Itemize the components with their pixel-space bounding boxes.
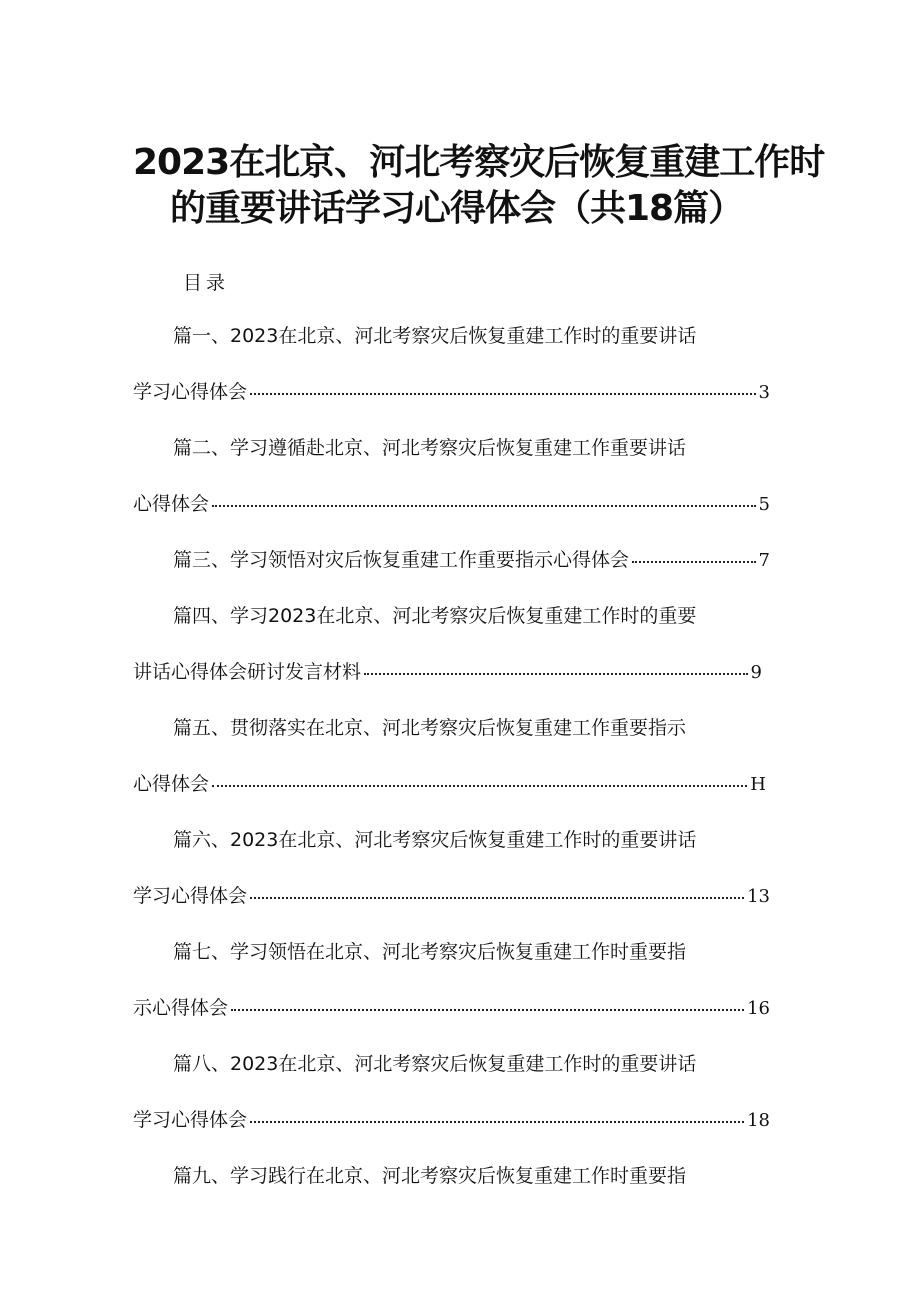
- toc-page-number: 7: [758, 550, 770, 571]
- toc-entry-9-line-1[interactable]: 篇九、学习践行在北京、河北考察灾后恢复重建工作时重要指: [173, 1165, 687, 1187]
- toc-page-number: 16: [747, 998, 770, 1019]
- toc-entry-6-line-2[interactable]: [133, 882, 770, 911]
- toc-page-number: 13: [747, 886, 770, 907]
- toc-dot-leader: [212, 770, 747, 790]
- toc-entry-text: 心得体会: [133, 493, 210, 515]
- toc-entry-3[interactable]: [173, 546, 770, 575]
- document-title-line-2: 的重要讲话学习心得体会（共18篇）: [170, 188, 744, 229]
- toc-page-number: H: [750, 774, 766, 795]
- toc-entry-5-line-2[interactable]: [133, 770, 766, 799]
- toc-entry-text: 讲话心得体会研讨发言材料: [133, 661, 362, 683]
- toc-entry-text: 学习心得体会: [133, 1109, 248, 1131]
- document-title-line-1: 2023在北京、河北考察灾后恢复重建工作时: [133, 142, 825, 183]
- toc-dot-leader: [250, 378, 756, 398]
- toc-dot-leader: [250, 1106, 744, 1126]
- toc-dot-leader: [250, 882, 744, 902]
- toc-entry-1-line-1[interactable]: 篇一、2023在北京、河北考察灾后恢复重建工作时的重要讲话: [173, 325, 697, 347]
- toc-dot-leader: [632, 546, 756, 566]
- toc-entry-6-line-1[interactable]: 篇六、2023在北京、河北考察灾后恢复重建工作时的重要讲话: [173, 829, 697, 851]
- toc-page-number: 18: [747, 1110, 770, 1131]
- toc-entry-text: 学习心得体会: [133, 885, 248, 907]
- toc-page-number: 9: [750, 662, 762, 683]
- toc-entry-8-line-1[interactable]: 篇八、2023在北京、河北考察灾后恢复重建工作时的重要讲话: [173, 1053, 697, 1075]
- toc-dot-leader: [231, 994, 744, 1014]
- toc-heading: 目录: [183, 272, 230, 294]
- toc-entry-text: 学习心得体会: [133, 381, 248, 403]
- toc-entry-7-line-2[interactable]: [133, 994, 770, 1023]
- toc-page-number: 3: [758, 382, 770, 403]
- toc-entry-4-line-2[interactable]: [133, 658, 762, 687]
- toc-entry-2-line-2[interactable]: [133, 490, 770, 519]
- toc-entry-2-line-1[interactable]: 篇二、学习遵循赴北京、河北考察灾后恢复重建工作重要讲话: [173, 437, 687, 459]
- toc-entry-text: 心得体会: [133, 773, 210, 795]
- toc-dot-leader: [212, 490, 756, 510]
- toc-entry-7-line-1[interactable]: 篇七、学习领悟在北京、河北考察灾后恢复重建工作时重要指: [173, 941, 687, 963]
- toc-page-number: 5: [758, 494, 770, 515]
- toc-entry-text: 篇三、学习领悟对灾后恢复重建工作重要指示心得体会: [173, 549, 630, 571]
- toc-entry-5-line-1[interactable]: 篇五、贯彻落实在北京、河北考察灾后恢复重建工作重要指示: [173, 717, 687, 739]
- toc-entry-8-line-2[interactable]: [133, 1106, 770, 1135]
- toc-dot-leader: [364, 658, 748, 678]
- toc-entry-1-line-2[interactable]: [133, 378, 770, 407]
- toc-entry-text: 示心得体会: [133, 997, 229, 1019]
- toc-entry-4-line-1[interactable]: 篇四、学习2023在北京、河北考察灾后恢复重建工作时的重要: [173, 605, 697, 627]
